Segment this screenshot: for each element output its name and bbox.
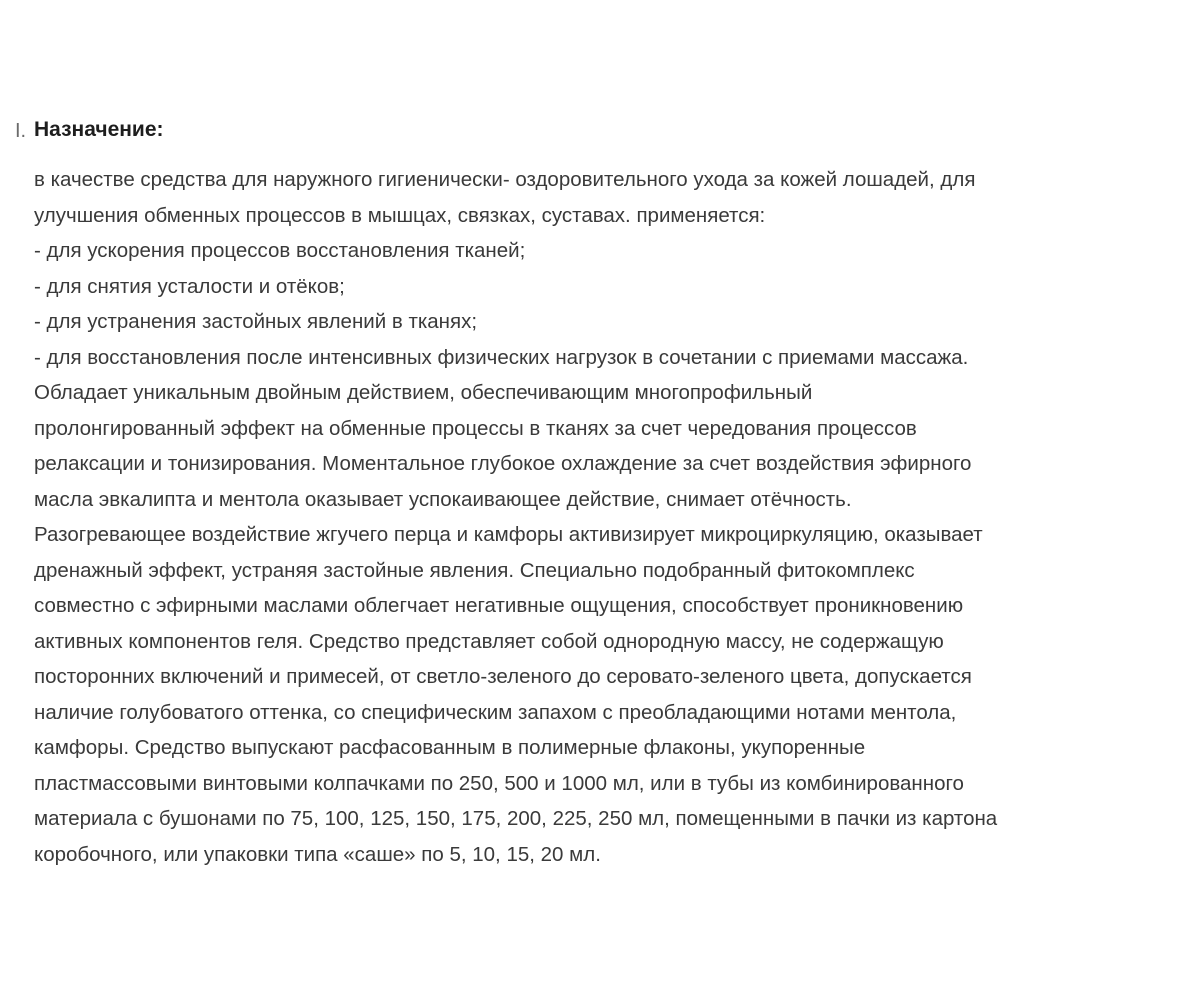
section-heading-row <box>0 112 1200 152</box>
text-line: коробочного, или упаковки типа «саше» по 5, 10, 15, 20 мл. <box>34 842 601 866</box>
text-line: масла эвкалипта и ментола оказывает успокаивающее действие, снимает отёчность. <box>34 487 852 511</box>
text-line: улучшения обменных процессов в мышцах, связках, суставах. применяется: <box>34 203 766 227</box>
text-line: - для ускорения процессов восстановления тканей; <box>34 239 526 262</box>
text-line: посторонних включений и примесей, от светло-зеленого до серовато-зеленого цвета, допускается <box>34 665 972 688</box>
text-line: материала с бушонами по 75, 100, 125, 150, 175, 200, 225, 250 мл, помещенными в пачки из картона <box>34 807 998 830</box>
text-line: Обладает уникальным двойным действием, обеспечивающим многопрофильный <box>34 381 813 404</box>
text-line: в качестве средства для наружного гигиенически- оздоровительного ухода за кожей лошадей, для <box>34 168 976 191</box>
text-line: Разогревающее воздействие жгучего перца и камфоры активизирует микроциркуляцию, оказывает <box>34 523 983 546</box>
section-heading: Назначение: <box>34 118 164 141</box>
section-numeral: I. <box>15 120 27 142</box>
text-line: пролонгированный эффект на обменные процессы в тканях за счет чередования процессов <box>34 416 917 440</box>
text-line: дренажный эффект, устраняя застойные явления. Специально подобранный фитокомплекс <box>34 558 915 582</box>
text-line: - для восстановления после интенсивных физических нагрузок в сочетании с приемами массажа. <box>34 345 969 369</box>
text-line: - для устранения застойных явлений в тканях; <box>34 310 478 333</box>
purpose-section <box>0 112 1200 866</box>
section-body <box>34 162 1194 872</box>
text-line: камфоры. Средство выпускают расфасованным в полимерные флаконы, укупоренные <box>34 736 866 759</box>
text-line: активных компонентов геля. Средство представляет собой однородную массу, не содержащую <box>34 629 944 653</box>
text-line: наличие голубоватого оттенка, со специфическим запахом с преобладающими нотами ментола, <box>34 700 957 724</box>
text-line: пластмассовыми винтовыми колпачками по 250, 500 и 1000 мл, или в тубы из комбинированного <box>34 771 964 795</box>
text-line: совместно с эфирными маслами облегчает негативные ощущения, способствует проникновению <box>34 594 964 617</box>
text-line: релаксации и тонизирования. Моментальное глубокое охлаждение за счет воздействия эфирного <box>34 452 972 475</box>
text-line: - для снятия усталости и отёков; <box>34 274 345 298</box>
